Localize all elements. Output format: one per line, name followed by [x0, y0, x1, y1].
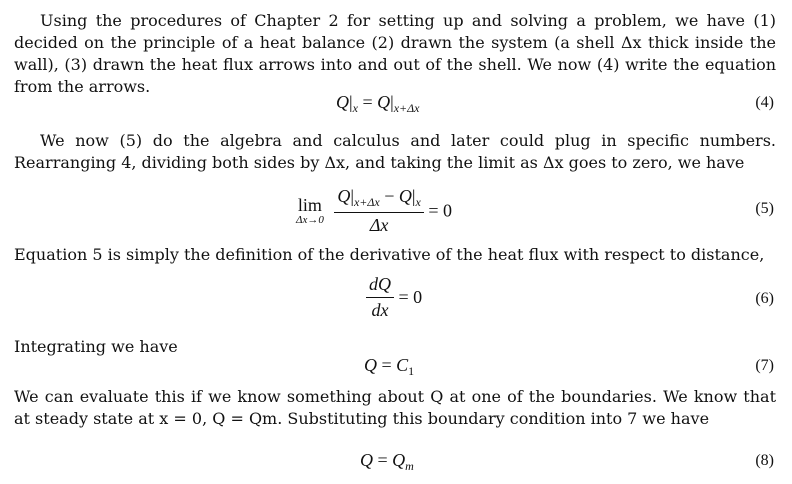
eq5-limit [296, 196, 324, 227]
equation-6 [14, 274, 776, 326]
eq4-lhs: Q [336, 92, 349, 112]
paragraph-heat-balance: Using the procedures of Chapter 2 for setting up and solving a problem, we have (1) decided on the principle of a heat balance (2) drawn the system (a shell Δx thick inside the wall), (3) drawn the heat flux arrows into and out of the shell. We now (4) write the equation from the arrows. [14, 11, 776, 96]
eq5-lim-sub: Δx→0 [296, 213, 324, 226]
equation-8-body [360, 450, 414, 474]
eq7-rhs-sub: 1 [408, 364, 415, 378]
equation-6-number: (6) [755, 290, 774, 307]
paragraph-boundary: We can evaluate this if we know something about Q at one of the boundaries. We know that at steady state at x = 0, Q = Qm. Substituting this boundary condition into 7 we have [14, 387, 776, 428]
equation-8-number: (8) [755, 452, 774, 469]
eq5-num-a-sub: x+Δx [353, 195, 380, 209]
eq5-rhs: = 0 [428, 200, 452, 221]
eq4-rhs: Q [377, 92, 391, 112]
eq7-rhs: C [396, 355, 409, 375]
equation-8 [14, 450, 776, 476]
eq6-fraction [366, 274, 394, 321]
eq8-rhs-sub: m [405, 459, 414, 473]
eq6-denominator: dx [371, 300, 389, 320]
equation-7-body [364, 355, 414, 379]
equation-6-body [366, 274, 422, 321]
equation-7-number: (7) [755, 357, 774, 374]
eq7-lhs: Q [364, 355, 377, 375]
eq6-rhs: = 0 [398, 287, 423, 307]
eq8-lhs: Q [360, 450, 373, 470]
eq5-lim-word: lim [297, 194, 322, 215]
equation-5-body [296, 186, 452, 236]
eq5-num-b-sub: x [415, 195, 421, 209]
equation-5 [14, 186, 776, 236]
equation-7 [14, 355, 776, 381]
eq5-num-b: Q [398, 186, 412, 206]
paragraph-derivative: Equation 5 is simply the definition of the derivative of the heat flux with respect to distance, [14, 245, 765, 264]
eq5-num-a: Q [337, 186, 351, 206]
eq8-op: = [373, 450, 393, 470]
eq5-fraction [334, 186, 424, 236]
paragraph-integrating: Integrating we have [14, 337, 178, 356]
equation-5-number: (5) [755, 200, 774, 217]
eq8-rhs: Q [392, 450, 406, 470]
equation-4-body: $Q|_x = Q|_{x+\Delta x}$ [336, 92, 420, 115]
eq7-op: = [377, 355, 397, 375]
paragraph-rearranging: We now (5) do the algebra and calculus and later could plug in specific numbers. Rearranging 4, dividing both sides by Δx, and taking the limit as Δx goes to zero, we have [14, 131, 776, 172]
equation-4-number: (4) [755, 94, 774, 111]
eq4-lhs-sub: x [352, 101, 358, 115]
equation-4 [14, 92, 776, 118]
eq5-numerator: $Q|_{x+\Delta x} - Q|_x$ [334, 186, 424, 213]
eq6-numerator: dQ [366, 274, 394, 298]
eq4-rhs-sub: x+Δx [393, 101, 420, 115]
eq4-op: = [362, 92, 373, 112]
eq5-denominator: Δx [369, 215, 389, 235]
eq5-num-op: − [379, 186, 399, 206]
